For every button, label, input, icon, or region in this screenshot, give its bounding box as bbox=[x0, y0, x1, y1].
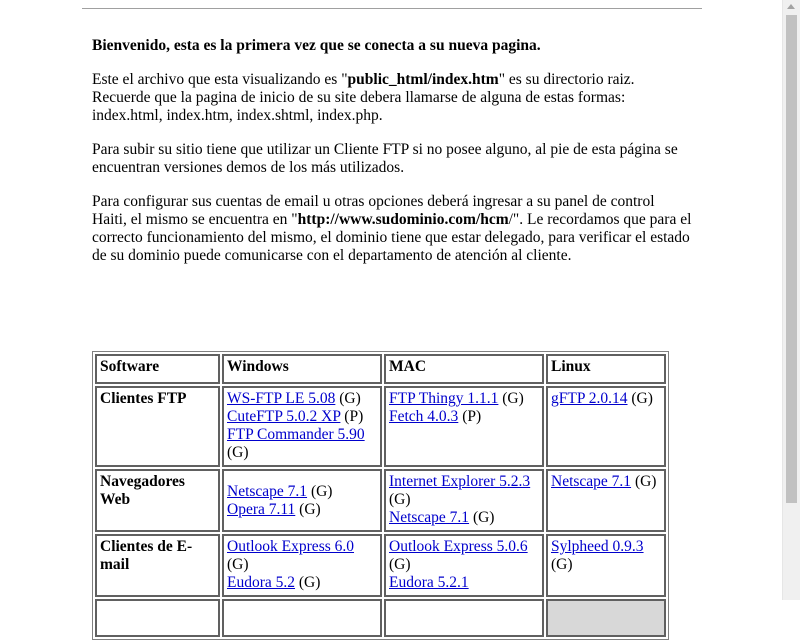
intro-paragraph-panel bbox=[92, 193, 692, 265]
cell-partial-2 bbox=[222, 599, 382, 637]
link-ws-ftp[interactable]: WS-FTP LE 5.08 bbox=[227, 390, 336, 407]
row-label-web: Navegadores Web bbox=[95, 469, 220, 532]
header-linux: Linux bbox=[546, 354, 666, 384]
link-outlook-express-win[interactable]: Outlook Express 6.0 bbox=[227, 538, 355, 555]
scroll-up-arrow-icon[interactable] bbox=[787, 4, 795, 9]
link-netscape-linux[interactable]: Netscape 7.1 bbox=[551, 473, 632, 490]
license-tag: (G) bbox=[627, 390, 653, 407]
license-tag: (G) bbox=[389, 556, 411, 573]
intro-paragraph-index bbox=[92, 71, 692, 125]
cell-partial-3 bbox=[384, 599, 544, 637]
cell-web-windows bbox=[222, 469, 382, 532]
p1-text-a: Este el archivo que esta visualizando es " bbox=[92, 71, 348, 88]
top-divider bbox=[82, 8, 702, 9]
link-ftp-commander[interactable]: FTP Commander 5.90 bbox=[227, 426, 365, 443]
p3-text-a: Para configurar sus cuentas de email u otras opciones deberá ingresar a su panel de control Haiti, el mismo se encuentra en " bbox=[92, 193, 655, 228]
license-tag: (G) bbox=[295, 574, 321, 591]
row-label-ftp: Clientes FTP bbox=[95, 386, 220, 467]
link-eudora-win[interactable]: Eudora 5.2 bbox=[227, 574, 296, 591]
table-row-mail bbox=[95, 534, 666, 597]
table-row-web bbox=[95, 469, 666, 532]
control-panel-url: http://www.sudominio.com/hcm bbox=[297, 211, 509, 228]
row-label-mail: Clientes de E-mail bbox=[95, 534, 220, 597]
link-sylpheed[interactable]: Sylpheed 0.9.3 bbox=[551, 538, 644, 555]
link-gftp[interactable]: gFTP 2.0.14 bbox=[551, 390, 628, 407]
link-opera[interactable]: Opera 7.11 bbox=[227, 500, 296, 518]
cell-ftp-linux bbox=[546, 386, 666, 467]
table-row-partial bbox=[95, 599, 666, 637]
welcome-heading: Bienvenido, esta es la primera vez que se conecta a su nueva pagina. bbox=[92, 37, 541, 54]
header-software: Software bbox=[95, 354, 220, 384]
license-tag: (G) bbox=[335, 390, 361, 407]
p3-text-b: /". Le recordamos que para el correcto funcionamiento del mismo, el dominio tiene que estar delegado, para verificar el estado de su dominio puede comunicarse con el departamento de atención al cliente. bbox=[92, 211, 692, 264]
link-netscape-mac[interactable]: Netscape 7.1 bbox=[389, 509, 470, 526]
license-tag: (P) bbox=[458, 408, 482, 425]
scrollbar-thumb[interactable] bbox=[786, 15, 797, 503]
software-table bbox=[92, 351, 669, 640]
cell-mail-windows bbox=[222, 534, 382, 597]
license-tag: (G) bbox=[227, 444, 249, 461]
link-internet-explorer[interactable]: Internet Explorer 5.2.3 bbox=[389, 473, 531, 490]
license-tag: (P) bbox=[340, 408, 364, 425]
header-mac: MAC bbox=[384, 354, 544, 384]
vertical-scrollbar[interactable] bbox=[782, 0, 800, 600]
intro-paragraph-ftp: Para subir su sitio tiene que utilizar un Cliente FTP si no posee alguno, al pie de esta página se encuentran versiones demos de los más utilizados. bbox=[92, 141, 678, 176]
cell-partial-1 bbox=[95, 599, 220, 637]
license-tag: (G) bbox=[469, 509, 495, 526]
link-eudora-mac[interactable]: Eudora 5.2.1 bbox=[389, 574, 469, 591]
cell-web-linux bbox=[546, 469, 666, 532]
link-outlook-express-mac[interactable]: Outlook Express 5.0.6 bbox=[389, 538, 528, 555]
license-tag: (G) bbox=[551, 556, 573, 573]
cell-ftp-mac bbox=[384, 386, 544, 467]
license-tag: (G) bbox=[498, 390, 524, 407]
license-tag: (G) bbox=[307, 482, 333, 500]
cell-mail-linux bbox=[546, 534, 666, 597]
table-row-ftp bbox=[95, 386, 666, 467]
license-tag: (G) bbox=[227, 556, 249, 573]
cell-partial-4 bbox=[546, 599, 666, 637]
cell-web-mac bbox=[384, 469, 544, 532]
cell-ftp-windows bbox=[222, 386, 382, 467]
link-fetch[interactable]: Fetch 4.0.3 bbox=[389, 408, 459, 425]
table-header-row bbox=[95, 354, 666, 384]
page-content bbox=[82, 0, 702, 591]
license-tag: (G) bbox=[389, 491, 411, 508]
license-tag: (G) bbox=[631, 473, 657, 490]
cell-mail-mac bbox=[384, 534, 544, 597]
index-filename: public_html/index.htm bbox=[347, 71, 499, 88]
link-cuteftp[interactable]: CuteFTP 5.0.2 XP bbox=[227, 408, 341, 425]
link-netscape-win[interactable]: Netscape 7.1 bbox=[227, 482, 308, 500]
header-windows: Windows bbox=[222, 354, 382, 384]
p1-text-b: " es su directorio raiz. Recuerde que la pagina de inicio de su site debera llamarse de alguna de estas formas: index.html, index.htm, index.shtml, index.php. bbox=[92, 71, 635, 124]
license-tag: (G) bbox=[295, 500, 321, 518]
link-ftp-thingy[interactable]: FTP Thingy 1.1.1 bbox=[389, 390, 499, 407]
